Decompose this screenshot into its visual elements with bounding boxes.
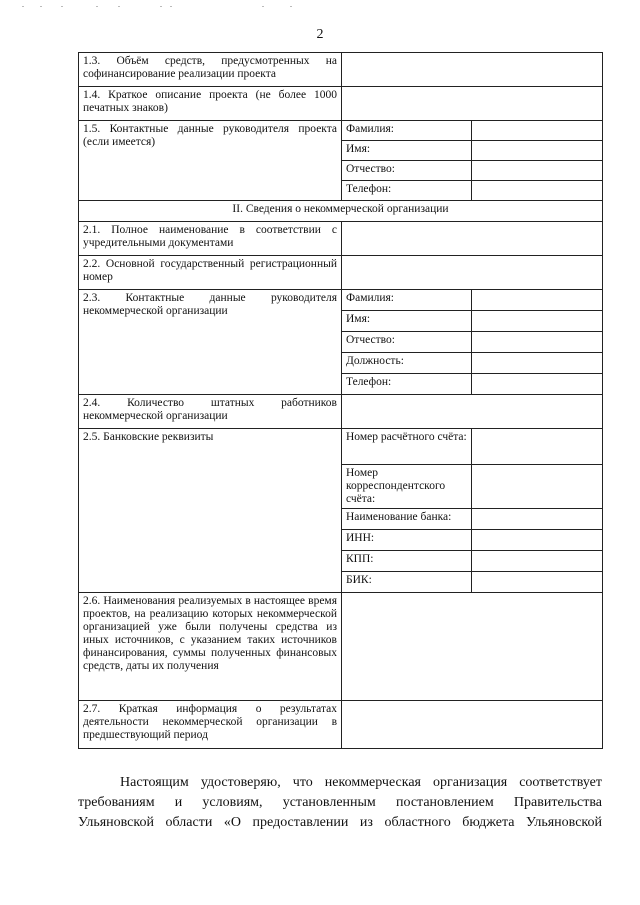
row-1-4-value[interactable] — [342, 87, 603, 121]
inn-value[interactable] — [472, 530, 603, 551]
org-head-phone-value[interactable] — [472, 374, 603, 395]
row-2-6-label: 2.6. Наименования реализуемых в настоящее время проектов, на реализацию которых некоммерческой организацией уже были получены средства из иных источников, с указанием таких источников финансирования, суммы полученных финансовых средств, даты их получения — [79, 593, 342, 701]
bank-name-value[interactable] — [472, 509, 603, 530]
project-head-surname-value[interactable] — [472, 121, 603, 141]
corr-account-label: Номер корреспондентского счёта: — [342, 465, 472, 509]
org-head-position-label: Должность: — [342, 353, 472, 374]
row-1-5 — [79, 121, 603, 141]
row-2-4-label: 2.4. Количество штатных работников некоммерческой организации — [79, 395, 342, 429]
page-number: 2 — [316, 27, 324, 42]
org-head-name-label: Имя: — [342, 311, 472, 332]
inn-label: ИНН: — [342, 530, 472, 551]
bik-label: БИК: — [342, 572, 472, 593]
org-head-phone-label: Телефон: — [342, 374, 472, 395]
row-1-3 — [79, 53, 603, 87]
section-2-heading: II. Сведения о некоммерческой организации — [79, 201, 603, 222]
project-head-patronymic-label: Отчество: — [342, 161, 472, 181]
corr-account-value[interactable] — [472, 465, 603, 509]
application-form-table — [78, 52, 603, 749]
row-1-3-label: 1.3. Объём средств, предусмотренных на софинансирование реализации проекта — [79, 53, 342, 87]
certification-line-1: Настоящим удостоверяю, что некоммерческая организация соответствует — [120, 775, 602, 790]
project-head-phone-value[interactable] — [472, 181, 603, 201]
row-1-3-value[interactable] — [342, 53, 603, 87]
row-2-4-value[interactable] — [342, 395, 603, 429]
row-2-2-label: 2.2. Основной государственный регистрационный номер — [79, 256, 342, 290]
org-head-surname-label: Фамилия: — [342, 290, 472, 311]
row-2-2-value[interactable] — [342, 256, 603, 290]
project-head-surname-label: Фамилия: — [342, 121, 472, 141]
bik-value[interactable] — [472, 572, 603, 593]
bank-account-label: Номер расчётного счёта: — [342, 429, 472, 465]
row-1-4 — [79, 87, 603, 121]
kpp-value[interactable] — [472, 551, 603, 572]
bank-name-label: Наименование банка: — [342, 509, 472, 530]
org-head-position-value[interactable] — [472, 353, 603, 374]
row-2-7-value[interactable] — [342, 701, 603, 749]
project-head-name-label: Имя: — [342, 141, 472, 161]
row-2-5-label: 2.5. Банковские реквизиты — [79, 429, 342, 593]
certification-line-2: требованиям и условиям, установленным постановлением Правительства — [78, 795, 602, 810]
row-1-5-label: 1.5. Контактные данные руководителя проекта (если имеется) — [79, 121, 342, 201]
project-head-name-value[interactable] — [472, 141, 603, 161]
org-head-patronymic-value[interactable] — [472, 332, 603, 353]
scan-artifacts — [0, 6, 640, 10]
bank-account-value[interactable] — [472, 429, 603, 465]
certification-line-3: Ульяновской области «О предоставлении из областного бюджета Ульяновской — [78, 815, 602, 830]
project-head-phone-label: Телефон: — [342, 181, 472, 201]
certification-paragraph — [78, 773, 602, 833]
project-head-patronymic-value[interactable] — [472, 161, 603, 181]
row-2-1-label: 2.1. Полное наименование в соответствии с учредительными документами — [79, 222, 342, 256]
org-head-patronymic-label: Отчество: — [342, 332, 472, 353]
kpp-label: КПП: — [342, 551, 472, 572]
row-1-4-label: 1.4. Краткое описание проекта (не более 1000 печатных знаков) — [79, 87, 342, 121]
org-head-surname-value[interactable] — [472, 290, 603, 311]
row-2-1-value[interactable] — [342, 222, 603, 256]
row-2-3-label: 2.3. Контактные данные руководителя некоммерческой организации — [79, 290, 342, 395]
org-head-name-value[interactable] — [472, 311, 603, 332]
row-2-7-label: 2.7. Краткая информация о результатах деятельности некоммерческой организации в предшествующий период — [79, 701, 342, 749]
row-2-6-value[interactable] — [342, 593, 603, 701]
